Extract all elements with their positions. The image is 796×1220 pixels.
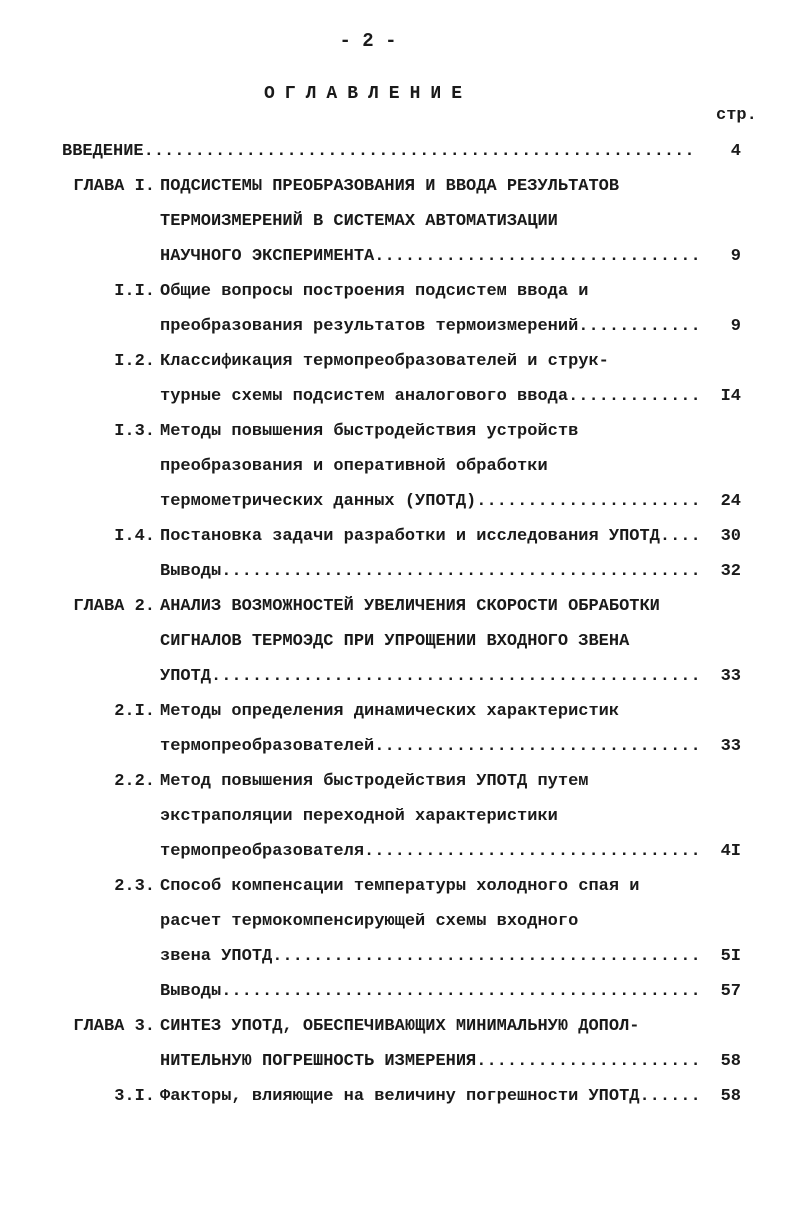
entry-page: 30 <box>720 527 741 546</box>
entry-page: 33 <box>720 737 741 756</box>
entry-page: 57 <box>720 982 741 1001</box>
dot-leader <box>364 840 698 864</box>
entry-title: термопреобразователей <box>160 737 375 756</box>
dot-leader <box>670 525 698 549</box>
entry-title: Способ компенсации температуры холодного спая и <box>160 877 640 896</box>
toc-entry <box>0 140 796 164</box>
entry-number: 2.2. <box>114 772 155 791</box>
entry-title: термопреобразователя <box>160 842 365 861</box>
toc-entry <box>0 735 796 759</box>
toc-entry <box>0 560 796 584</box>
toc-entry <box>0 630 796 654</box>
entry-title: НИТЕЛЬНУЮ ПОГРЕШНОСТЬ ИЗМЕРЕНИЯ <box>160 1052 477 1071</box>
entry-title: экстраполяции переходной характеристики <box>160 807 558 826</box>
toc-title: ОГЛАВЛЕНИЕ <box>263 84 473 104</box>
toc-entry <box>0 210 796 234</box>
entry-number: 3.I. <box>114 1087 155 1106</box>
toc-entry <box>0 805 796 829</box>
entry-number: I.2. <box>114 352 155 371</box>
entry-number: ГЛАВА I. <box>73 177 155 196</box>
dot-leader <box>374 735 698 759</box>
entry-page: 24 <box>720 492 741 511</box>
entry-title: Метод повышения быстродействия УПОТД путем <box>160 772 589 791</box>
entry-title: АНАЛИЗ ВОЗМОЖНОСТЕЙ УВЕЛИЧЕНИЯ СКОРОСТИ ОБРАБОТКИ <box>160 597 660 616</box>
entry-title: Факторы, влияющие на величину погрешности УПОТД... <box>160 1087 671 1106</box>
dot-leader <box>374 245 698 269</box>
entry-page: 32 <box>720 562 741 581</box>
entry-page: 5I <box>720 947 741 966</box>
entry-title: Выводы <box>160 982 222 1001</box>
toc-entry <box>0 315 796 339</box>
entry-title: преобразования результатов термоизмерений <box>160 317 579 336</box>
toc-entry <box>0 1085 796 1109</box>
entry-page: 4I <box>720 842 741 861</box>
entry-title: Методы повышения быстродействия устройств <box>160 422 579 441</box>
entry-number: ГЛАВА 3. <box>73 1017 155 1036</box>
toc-entry <box>0 1050 796 1074</box>
entry-number: I.I. <box>114 282 155 301</box>
toc-entry <box>0 175 796 199</box>
entry-title: НАУЧНОГО ЭКСПЕРИМЕНТА <box>160 247 375 266</box>
entry-title: Классификация термопреобразователей и струк- <box>160 352 609 371</box>
entry-title: звена УПОТД <box>160 947 273 966</box>
entry-title: термометрических данных (УПОТД) <box>160 492 477 511</box>
entry-title: ВВЕДЕНИЕ <box>62 142 144 161</box>
entry-page: 4 <box>730 142 741 161</box>
page-column-label: стр. <box>716 106 757 125</box>
entry-title: ТЕРМОИЗМЕРЕНИЙ В СИСТЕМАХ АВТОМАТИЗАЦИИ <box>160 212 558 231</box>
dot-leader <box>670 1085 698 1109</box>
entry-number: 2.I. <box>114 702 155 721</box>
toc-entry <box>0 665 796 689</box>
entry-number: I.3. <box>114 422 155 441</box>
toc-entry <box>0 350 796 374</box>
entry-title: ПОДСИСТЕМЫ ПРЕОБРАЗОВАНИЯ И ВВОДА РЕЗУЛЬТАТОВ <box>160 177 620 196</box>
toc-entry <box>0 595 796 619</box>
entry-page: 9 <box>730 317 741 336</box>
toc-entry <box>0 420 796 444</box>
entry-title: расчет термокомпенсирующей схемы входного <box>160 912 579 931</box>
dot-leader <box>144 140 698 164</box>
toc-entry <box>0 1015 796 1039</box>
entry-title: турные схемы подсистем аналогового ввода <box>160 387 569 406</box>
entry-page: I4 <box>720 387 741 406</box>
toc-entry <box>0 245 796 269</box>
entry-page: 33 <box>720 667 741 686</box>
toc-entry <box>0 980 796 1004</box>
entry-title: Выводы <box>160 562 222 581</box>
dot-leader <box>221 980 698 1004</box>
toc-entry <box>0 875 796 899</box>
toc-entry <box>0 280 796 304</box>
dot-leader <box>221 560 698 584</box>
entry-title: УПОТД <box>160 667 212 686</box>
dot-leader <box>578 315 698 339</box>
dot-leader <box>272 945 698 969</box>
dot-leader <box>568 385 698 409</box>
entry-title: СИНТЕЗ УПОТД, ОБЕСПЕЧИВАЮЩИХ МИНИМАЛЬНУЮ ДОПОЛ- <box>160 1017 640 1036</box>
entry-number: ГЛАВА 2. <box>73 597 155 616</box>
toc-entry <box>0 700 796 724</box>
entry-title: СИГНАЛОВ ТЕРМОЭДС ПРИ УПРОЩЕНИИ ВХОДНОГО ЗВЕНА <box>160 632 630 651</box>
toc-entry <box>0 385 796 409</box>
toc-entry <box>0 910 796 934</box>
entry-title: Постановка задачи разработки и исследования УПОТД. <box>160 527 671 546</box>
toc-entry <box>0 945 796 969</box>
toc-entry <box>0 490 796 514</box>
entry-title: Общие вопросы построения подсистем ввода и <box>160 282 589 301</box>
entry-title: Методы определения динамических характеристик <box>160 702 620 721</box>
entry-number: 2.3. <box>114 877 155 896</box>
entry-page: 58 <box>720 1052 741 1071</box>
entry-page: 58 <box>720 1087 741 1106</box>
entry-number: I.4. <box>114 527 155 546</box>
toc-entry <box>0 525 796 549</box>
dot-leader <box>211 665 698 689</box>
toc-entry <box>0 455 796 479</box>
entry-page: 9 <box>730 247 741 266</box>
toc-entry <box>0 770 796 794</box>
page-number: - 2 - <box>339 30 397 52</box>
dot-leader <box>476 490 698 514</box>
toc-entry <box>0 840 796 864</box>
entry-title: преобразования и оперативной обработки <box>160 457 548 476</box>
dot-leader <box>476 1050 698 1074</box>
